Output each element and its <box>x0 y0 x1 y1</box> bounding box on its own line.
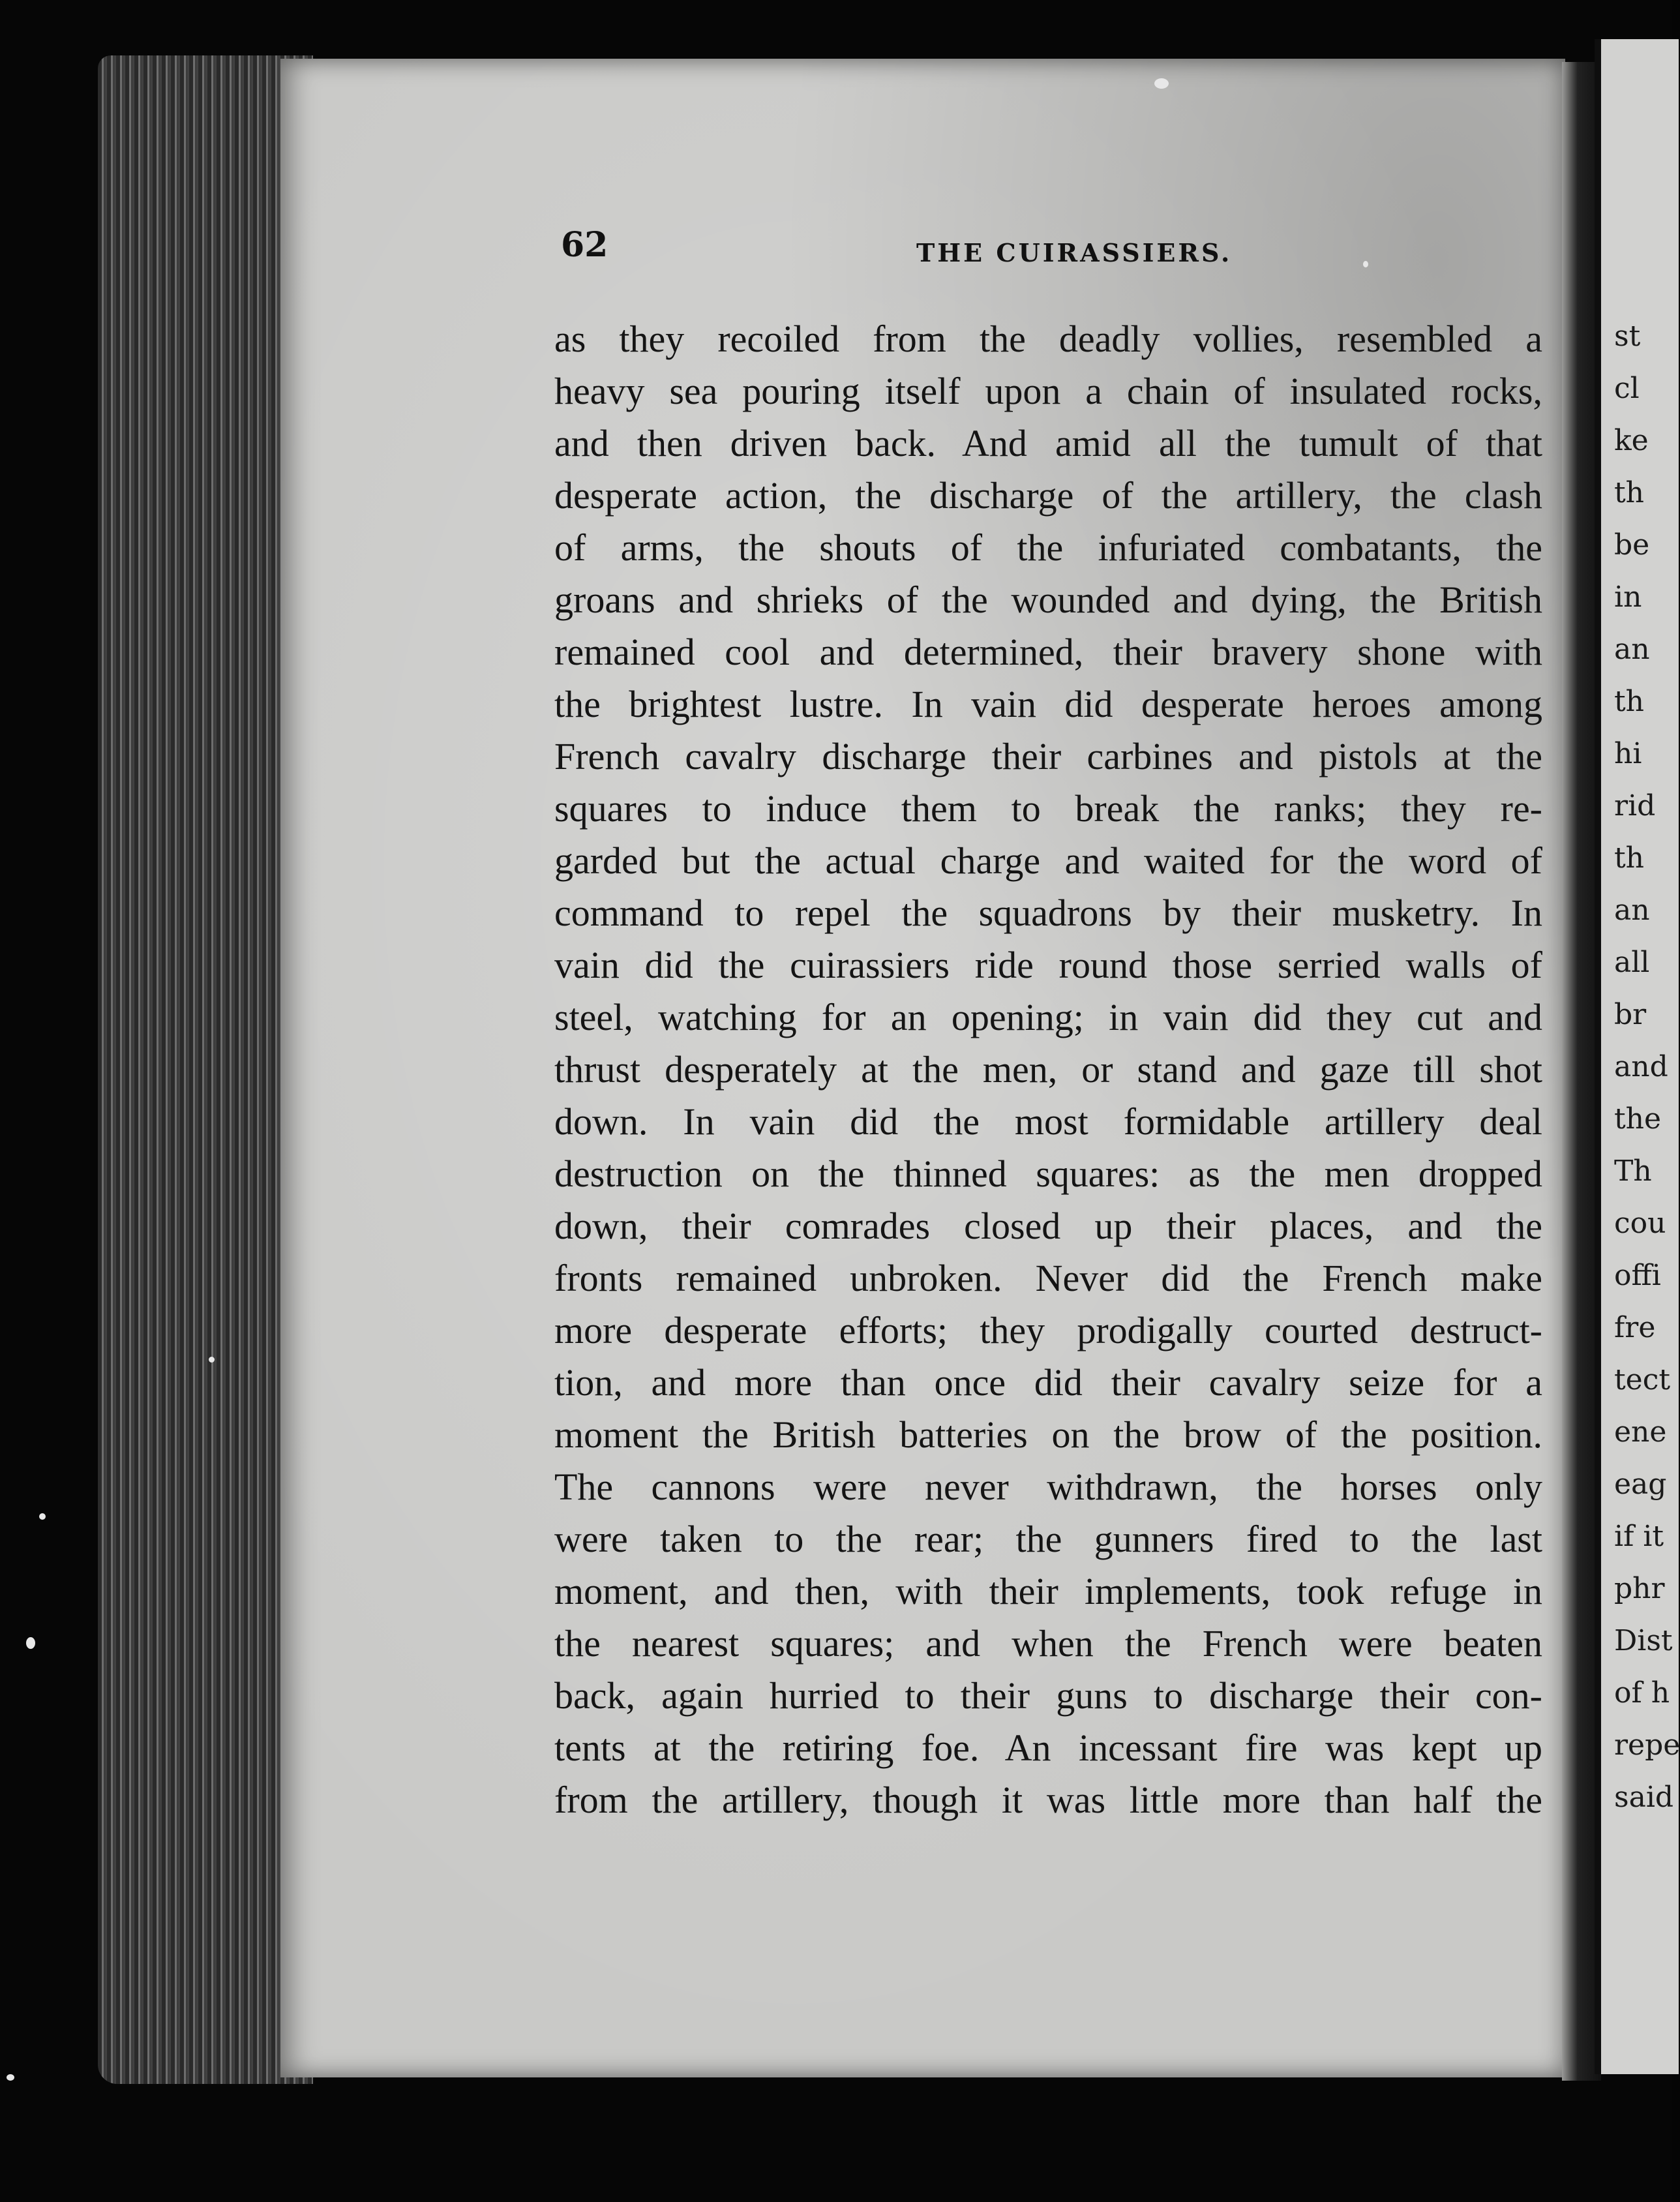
text-line: The cannons were never withdrawn, the horses only <box>554 1466 1542 1508</box>
scan-speck <box>39 1513 46 1520</box>
facing-page-text-fragment: if it <box>1614 1520 1664 1553</box>
facing-page-text-fragment: cl <box>1614 372 1640 405</box>
text-line: the nearest squares; and when the French were beaten <box>554 1622 1542 1665</box>
text-line: tents at the retiring foe. An incessant fire was kept up <box>554 1727 1542 1769</box>
text-line: destruction on the thinned squares: as the men dropped <box>554 1153 1542 1195</box>
text-line: command to repel the squadrons by their musketry. In <box>554 892 1542 934</box>
scan-speck <box>209 1357 215 1363</box>
facing-page-text-fragment: phr <box>1614 1572 1665 1605</box>
facing-page-text-fragment: an <box>1614 633 1650 666</box>
page-header <box>561 225 1565 271</box>
facing-page-text-fragment: said <box>1614 1781 1674 1814</box>
scan-speck <box>1363 261 1368 267</box>
facing-page-text-fragment: fre <box>1614 1311 1656 1344</box>
text-line: vain did the cuirassiers ride round those serried walls of <box>554 944 1542 986</box>
facing-page-text-fragment: cou <box>1614 1207 1666 1240</box>
body-text <box>554 313 1542 1826</box>
facing-page-text-fragment: br <box>1614 998 1647 1031</box>
facing-page-text-fragment: in <box>1614 581 1642 614</box>
text-line: French cavalry discharge their carbines and pistols at the <box>554 735 1542 777</box>
facing-page-text-fragment: hi <box>1614 737 1642 770</box>
facing-page-text-fragment: th <box>1614 476 1645 509</box>
facing-page-text-fragment: all <box>1614 946 1650 979</box>
facing-page-text-fragment: th <box>1614 685 1645 718</box>
scan-speck <box>26 1637 35 1649</box>
text-line: back, again hurried to their guns to discharge their con- <box>554 1674 1542 1717</box>
text-line: desperate action, the discharge of the artillery, the clash <box>554 474 1542 517</box>
text-line: heavy sea pouring itself upon a chain of insulated rocks, <box>554 370 1542 412</box>
text-line: from the artillery, though it was little more than half the <box>554 1779 1542 1821</box>
running-head: THE CUIRASSIERS. <box>916 238 1233 267</box>
text-line: down, their comrades closed up their places, and the <box>554 1205 1542 1247</box>
scan-speck <box>1154 78 1169 89</box>
facing-page-text-fragment: an <box>1614 894 1650 927</box>
text-line: of arms, the shouts of the infuriated combatants, the <box>554 526 1542 569</box>
text-line: groans and shrieks of the wounded and dying, the British <box>554 579 1542 621</box>
scan-speck <box>7 2074 14 2081</box>
facing-page-text-fragment: th <box>1614 841 1645 875</box>
facing-page-text-fragment: of h <box>1614 1676 1670 1710</box>
facing-page-text-fragment: the <box>1614 1102 1662 1136</box>
text-line: and then driven back. And amid all the tumult of that <box>554 422 1542 464</box>
text-line: as they recoiled from the deadly vollies, resembled a <box>554 318 1542 360</box>
facing-page-text-fragment: ke <box>1614 424 1649 457</box>
facing-page-text-fragment: offi <box>1614 1259 1661 1292</box>
facing-page-text-fragment: rid <box>1614 789 1656 822</box>
text-line: tion, and more than once did their cavalry seize for a <box>554 1361 1542 1404</box>
facing-page-text-fragment: st <box>1614 320 1641 353</box>
facing-page-text-fragment: Dist <box>1614 1624 1673 1657</box>
text-line: fronts remained unbroken. Never did the French make <box>554 1257 1542 1299</box>
facing-page-text-fragment: Th <box>1614 1154 1652 1188</box>
text-line: moment, and then, with their implements, took refuge in <box>554 1570 1542 1612</box>
text-line: were taken to the rear; the gunners fired to the last <box>554 1518 1542 1560</box>
facing-page-text-fragment: ene <box>1614 1415 1667 1449</box>
text-line: squares to induce them to break the ranks; they re- <box>554 787 1542 830</box>
facing-page-text-fragment: eag <box>1614 1468 1667 1501</box>
facing-page-text-fragment: be <box>1614 528 1650 562</box>
facing-page-text-fragment: and <box>1614 1050 1668 1083</box>
text-line: the brightest lustre. In vain did desperate heroes among <box>554 683 1542 725</box>
text-line: steel, watching for an opening; in vain did they cut and <box>554 996 1542 1038</box>
text-line: thrust desperately at the men, or stand and gaze till shot <box>554 1048 1542 1091</box>
text-line: garded but the actual charge and waited for the word of <box>554 839 1542 882</box>
text-line: down. In vain did the most formidable artillery deal <box>554 1100 1542 1143</box>
text-line: remained cool and determined, their bravery shone with <box>554 631 1542 673</box>
text-line: more desperate efforts; they prodigally courted destruct- <box>554 1309 1542 1351</box>
page-number: 62 <box>561 225 608 265</box>
facing-page-text-fragment: tect <box>1614 1363 1671 1396</box>
text-line: moment the British batteries on the brow of the position. <box>554 1413 1542 1456</box>
facing-page-text-fragment: repe <box>1614 1728 1680 1762</box>
facing-page <box>1595 39 1679 2074</box>
